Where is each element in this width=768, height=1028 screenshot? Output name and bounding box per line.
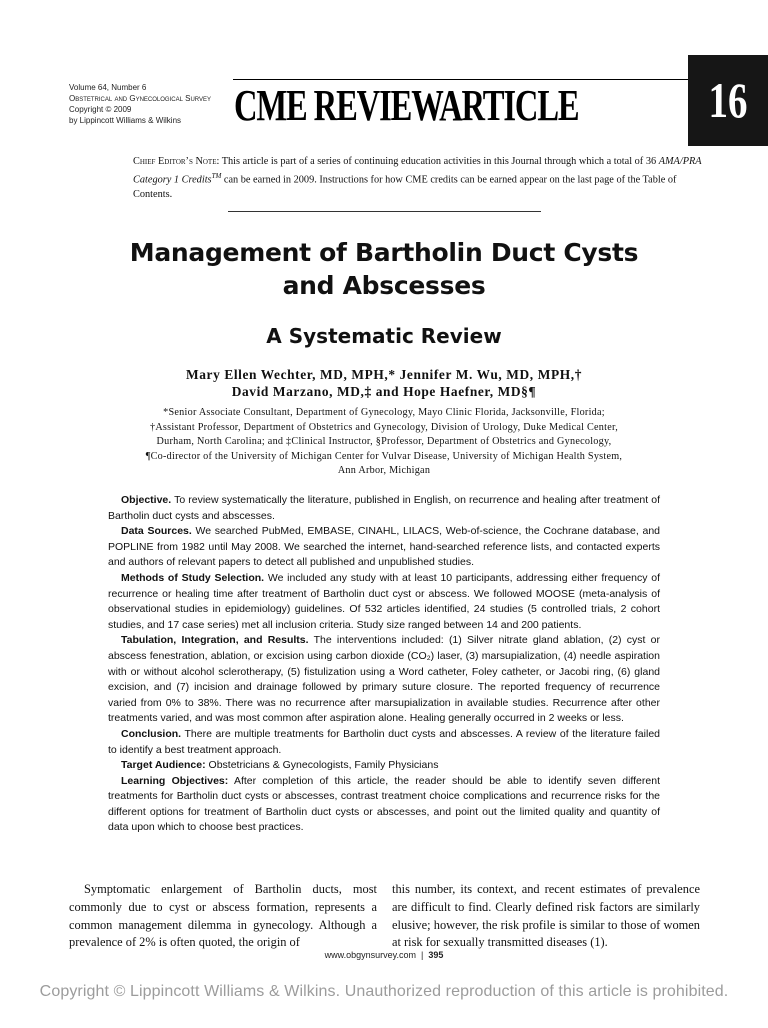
affiliation-line: Ann Arbor, Michigan [337, 465, 431, 476]
abstract-learning-objectives [108, 774, 660, 836]
affiliation-line: Durham, North Carolina; and ‡Clinical Instructor, §Professor, Department of Obstetrics and Gynecology, [156, 436, 612, 447]
abstract-text: We included any study with at least 10 participants, addressing either frequency of recurrence or healing time after treatment of Bartholin duct cyst or abscess. We followed MOOSE (meta-analysis of observational studies in epidemiology) guidelines. Of 532 articles identified, 24 studies (5 controlled trials, 2 cohort studies, and 17 case series) met all inclusion criteria. Study size ranged between 14 and 200 patients. [108, 571, 661, 631]
section-title: CME REVIEWARTICLE [234, 81, 579, 130]
editor-note-label: Chief Editor’s Note: [133, 156, 220, 167]
abstract-text: We searched PubMed, EMBASE, CINAHL, LILACS, Web-of-science, the Cochrane database, and POPLINE from 1982 until May 2008. We searched the internet, hand-searched reference lists, and contacted experts and authors of relevant papers to detect all published and unpublished studies. [108, 525, 661, 569]
page-footer [200, 950, 568, 960]
editor-note [133, 154, 703, 202]
abstract [108, 493, 660, 836]
body-column-left: Symptomatic enlargement of Bartholin ducts, most commonly due to cyst or abscess formation, represents a common management dilemma in gynecology. Although a prevalence of 2% is often quoted, the origin of [69, 882, 377, 950]
abstract-text: The interventions included: (1) Silver nitrate gland ablation, (2) cyst or abscess fenestration, ablation, or excision using carbon dioxide (CO₂) laser, (3) marsupialization, (4) needle aspiration with or without alcohol sclerotherapy, (5) fistulization using a Word catheter, Foley catheter, or Jacobi ring, (6) gland excision, and (7) incision and drainage followed by primary suture closure. The reported frequency of recurrence varied from 0% to 38%. There was no recurrence after marsupialization in available studies. Recurrence after other treatments varied, and was most common after aspiration alone. Healing generally occurred in 2 weeks or less. [108, 634, 660, 725]
article-title-line-1: Management of Bartholin Duct Cysts [129, 238, 639, 267]
abstract-text: To review systematically the literature, published in English, on recurrence and healing after treatment of Bartholin duct cysts and abscesses. [108, 494, 660, 522]
abstract-objective [108, 493, 660, 524]
abstract-label: Conclusion. [121, 727, 182, 740]
affiliation-line: †Assistant Professor, Department of Obstetrics and Gynecology, Division of Urology, Duke Medical Center, [149, 421, 619, 433]
editor-note-text-before: This article is part of a series of continuing education activities in this Journal through which a total of 36 [219, 156, 659, 167]
affiliation-line: *Senior Associate Consultant, Department of Gynecology, Mayo Clinic Florida, Jacksonville, Florida; [163, 407, 605, 418]
journal-copyright: Copyright © 2009 [69, 105, 132, 114]
journal-volume: Volume 64, Number 6 [69, 83, 147, 92]
article-number: 16 [708, 72, 748, 128]
article-title [100, 236, 668, 302]
abstract-results [108, 633, 660, 727]
abstract-target-audience [108, 758, 660, 774]
affiliation-line: ¶Co-director of the University of Michigan Center for Vulvar Disease, University of Michigan Health System, [145, 450, 623, 462]
body-column-right: this number, its context, and recent estimates of prevalence are difficult to find. Clearly defined risk factors are similarly elusive; however, the risk profile is similar to those of women at risk for sexually transmitted diseases (1). [392, 882, 700, 950]
copyright-notice: Copyright © Lippincott Williams & Wilkins. Unauthorized reproduction of this article is prohibited. [39, 983, 729, 1000]
abstract-label: Objective. [121, 494, 172, 506]
abstract-conclusion [108, 727, 660, 758]
abstract-label: Learning Objectives: [121, 774, 229, 787]
authors [120, 366, 648, 400]
editor-note-text-after: can be earned in 2009. Instructions for how CME credits can be earned appear on the last page of the Table of Contents. [133, 174, 677, 201]
abstract-text: After completion of this article, the reader should be able to identify seven different treatments for Bartholin duct cysts or abscesses, contrast treatment choice complications and recurrence risks for the different options for treatment of Bartholin duct cysts or abscesses, and point out the limited quality and quantity of data upon which to choose best practices. [108, 774, 660, 834]
affiliations [98, 406, 670, 479]
journal-info [69, 82, 239, 126]
journal-publisher: by Lippincott Williams & Wilkins [69, 116, 182, 125]
editor-note-credit-name: AMA/PRA Category 1 Credits [133, 156, 702, 186]
abstract-label: Tabulation, Integration, and Results. [121, 634, 309, 647]
abstract-methods [108, 571, 660, 633]
section-divider [228, 211, 541, 212]
article-title-line-2: and Abscesses [282, 271, 486, 300]
authors-line-1: Mary Ellen Wechter, MD, MPH,* Jennifer M. Wu, MD, MPH,† [186, 367, 582, 382]
page-number: 395 [428, 950, 444, 960]
abstract-text: There are multiple treatments for Bartholin duct cysts and abscesses. A review of the literature failed to identify a best treatment approach. [108, 727, 660, 756]
abstract-label: Methods of Study Selection. [121, 571, 265, 584]
abstract-text: Obstetricians & Gynecologists, Family Physicians [205, 759, 439, 772]
editor-note-trademark: TM [211, 172, 222, 180]
abstract-label: Data Sources. [121, 525, 192, 538]
abstract-label: Target Audience: [121, 759, 206, 772]
journal-name: Obstetrical and Gynecological Survey [69, 94, 212, 103]
authors-line-2: David Marzano, MD,‡ and Hope Haefner, MD§¶ [231, 384, 537, 399]
footer-website: www.obgynsurvey.com [324, 950, 416, 960]
article-subtitle: A Systematic Review [266, 324, 502, 348]
abstract-data-sources [108, 524, 660, 571]
footer-separator: | [421, 950, 424, 960]
